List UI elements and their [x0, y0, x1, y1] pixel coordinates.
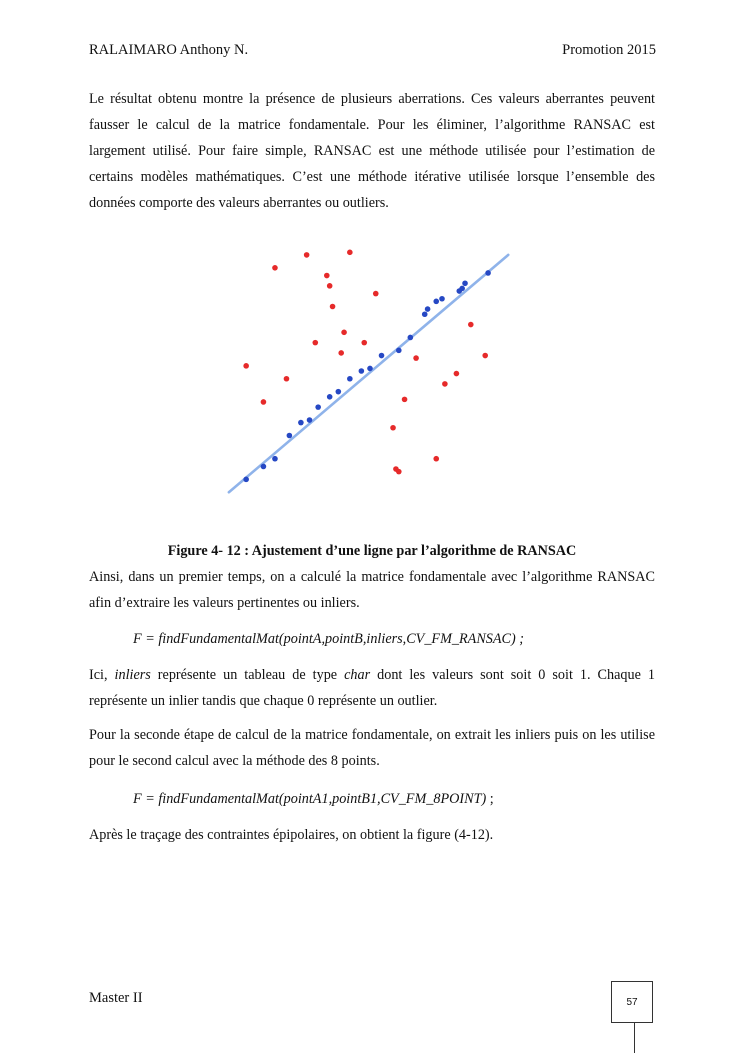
code-8point-call [133, 788, 494, 810]
inlier-point-21 [459, 286, 465, 292]
outlier-point-22 [454, 371, 460, 377]
outlier-point-2 [261, 399, 267, 405]
outlier-point-8 [327, 283, 333, 289]
outlier-point-11 [341, 330, 347, 336]
outlier-point-1 [243, 363, 249, 369]
paragraph-inliers-explanation [89, 662, 655, 714]
page-number-connector [634, 1023, 635, 1053]
paragraph-ransac-intro: Le résultat obtenu montre la présence de plusieurs aberrations. Ces valeurs aberrantes peuvent fausser le calcul de la matrice fondamentale. Pour les éliminer, l’algorithme RANSAC est largement utilisé. Pour faire simple, RANSAC est une méthode utilisée pour l’estimation de certains modèles mathématiques. C’est une méthode itérative utilisée lorsque l’ensemble des données comporte des valeurs aberrantes ou outliers. [89, 91, 655, 211]
inlier-point-9 [336, 389, 342, 395]
outlier-point-17 [396, 469, 402, 475]
outlier-point-7 [324, 273, 330, 279]
outlier-point-18 [402, 397, 408, 403]
page-number-box: 57 [611, 981, 653, 1023]
ransac-fit-line [229, 255, 508, 492]
p3-term-inliers: inliers [114, 667, 151, 683]
inlier-point-15 [408, 335, 414, 341]
inlier-point-1 [243, 477, 249, 483]
outlier-point-13 [361, 340, 367, 346]
inlier-point-10 [347, 376, 353, 382]
paragraph-epipolar: Après le traçage des contraintes épipolaires, on obtient la figure (4-12). [89, 827, 494, 843]
outlier-point-10 [338, 350, 344, 356]
outlier-point-5 [304, 252, 310, 258]
outlier-point-9 [330, 304, 336, 310]
inlier-point-22 [462, 280, 468, 286]
outlier-point-12 [347, 250, 353, 256]
inlier-point-2 [261, 464, 267, 470]
inlier-point-6 [307, 417, 313, 423]
inlier-point-18 [433, 299, 439, 305]
outlier-point-20 [433, 456, 439, 462]
inlier-point-4 [287, 433, 293, 439]
figure-caption: Figure 4- 12 : Ajustement d’une ligne par l’algorithme de RANSAC [167, 543, 577, 559]
ransac-scatter-figure [222, 238, 518, 504]
author-name: RALAIMARO Anthony N. [89, 42, 249, 58]
footer-degree: Master II [89, 990, 143, 1006]
code-ransac-call: F = findFundamentalMat(pointA,pointB,inliers,CV_FM_RANSAC) ; [133, 631, 525, 647]
inlier-point-23 [485, 270, 491, 276]
outlier-point-6 [312, 340, 318, 346]
p3-text-c: représente un tableau de type [150, 667, 345, 683]
outlier-point-3 [272, 265, 278, 271]
inlier-point-19 [439, 296, 445, 302]
p3-text-a: Ici, [89, 667, 115, 683]
inlier-point-14 [396, 348, 402, 354]
promotion-label: Promotion 2015 [562, 42, 656, 58]
p3-text-e: dont les valeurs sont soit 0 soit 1. Chaque 1 représente un inlier tandis que chaque 0 représente un outlier. [89, 667, 655, 709]
outlier-point-19 [413, 355, 419, 361]
code-8point-expr: F = findFundamentalMat(pointA1,pointB1,CV_FM_8POINT) [133, 791, 487, 807]
inlier-point-11 [359, 368, 365, 374]
inlier-point-3 [272, 456, 278, 462]
p3-term-char: char [344, 667, 371, 683]
outlier-point-14 [373, 291, 379, 297]
outlier-point-15 [390, 425, 396, 431]
inlier-point-13 [379, 353, 385, 359]
inlier-point-17 [425, 306, 431, 312]
inlier-point-12 [367, 366, 373, 372]
outlier-point-23 [468, 322, 474, 328]
inlier-point-16 [422, 311, 428, 317]
paragraph-ransac-step: Ainsi, dans un premier temps, on a calculé la matrice fondamentale avec l’algorithme RANSAC afin d’extraire les valeurs pertinentes ou inliers. [89, 569, 655, 611]
inlier-point-7 [315, 404, 321, 410]
paragraph-second-step: Pour la seconde étape de calcul de la matrice fondamentale, on extrait les inliers puis on les utilise pour le second calcul avec la méthode des 8 points. [89, 727, 655, 769]
outlier-point-4 [284, 376, 290, 382]
page-header [89, 42, 656, 62]
outlier-point-24 [482, 353, 488, 359]
inlier-point-5 [298, 420, 304, 426]
outlier-point-21 [442, 381, 448, 387]
code-8point-suffix: ; [486, 791, 494, 807]
inlier-point-8 [327, 394, 333, 400]
